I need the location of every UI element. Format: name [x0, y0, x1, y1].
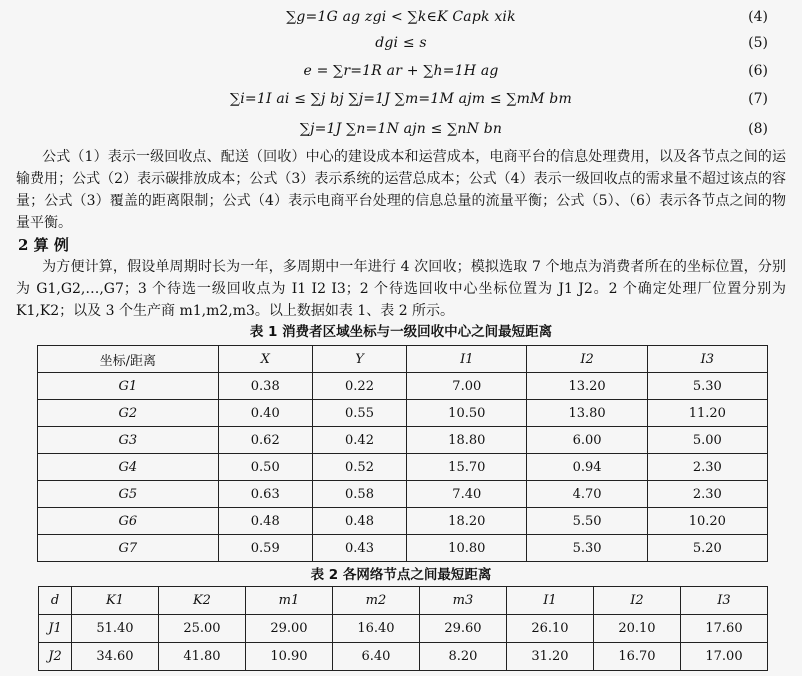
table1-cell: 5.00	[647, 427, 767, 454]
table1-cell: G6	[38, 508, 219, 535]
table2-header-cell: K2	[158, 587, 245, 615]
table1-header-cell: X	[218, 346, 312, 373]
table2-header-cell: I3	[680, 587, 767, 615]
example-text: 为方便计算，假设单周期时长为一年，多周期中一年进行 4 次回收；模拟选取 7 个地点为消费者所在的坐标位置，分别为 G1,G2,…,G7；3 个待选一级回收点为 I1 I2 I3；2 个待选回收中心坐标位置为 J1 J2。2 个确定处理厂位置分别为 K1,K2；以及 3 个生产商 m1,m2,m3。以上数据如表 1、表 2 所示。	[16, 259, 786, 319]
table1-cell: G1	[38, 373, 219, 400]
equation-8-number: (8)	[748, 121, 768, 137]
table1-cell: 0.40	[218, 400, 312, 427]
table2-header-cell: K1	[71, 587, 158, 615]
equation-7-number: (7)	[748, 91, 768, 107]
equation-5	[0, 32, 802, 54]
table1-cell: 0.55	[312, 400, 406, 427]
equation-8-expr: ∑j=1J ∑n=1N ajn ≤ ∑nN bn	[299, 121, 503, 137]
table1-cell: 5.30	[647, 373, 767, 400]
table2-cell: 6.40	[332, 643, 419, 671]
table1-cell: 0.48	[312, 508, 406, 535]
equation-4	[0, 6, 802, 28]
table1-cell: 7.40	[407, 481, 527, 508]
equation-6	[0, 60, 802, 82]
table2-header-cell: I1	[506, 587, 593, 615]
table1-caption: 表 1 消费者区域坐标与一级回收中心之间最短距离	[249, 324, 553, 340]
table1-row	[38, 454, 768, 481]
table2-header-row	[39, 587, 768, 615]
table1-header-cell: 坐标/距离	[38, 346, 219, 373]
table1-row	[38, 481, 768, 508]
table2-row	[39, 615, 768, 643]
equation-6-number: (6)	[748, 63, 768, 79]
equation-7-expr: ∑i=1I ai ≤ ∑j bj ∑j=1J ∑m=1M ajm ≤ ∑mM bm	[230, 91, 572, 107]
table1-row	[38, 427, 768, 454]
table1-cell: 2.30	[647, 454, 767, 481]
table1-cell: 7.00	[407, 373, 527, 400]
table1-row	[38, 535, 768, 562]
table2-cell: 31.20	[506, 643, 593, 671]
table1-cell: 0.38	[218, 373, 312, 400]
equation-8	[0, 118, 802, 140]
example-paragraph	[16, 256, 786, 322]
table2-cell: 8.20	[419, 643, 506, 671]
table1-cell: 0.52	[312, 454, 406, 481]
table2-cell: 10.90	[245, 643, 332, 671]
table1-cell: 0.43	[312, 535, 406, 562]
table1-cell: 5.30	[527, 535, 647, 562]
equation-5-number: (5)	[748, 35, 768, 51]
table1-cell: 5.50	[527, 508, 647, 535]
table2-cell: J1	[39, 615, 72, 643]
table2-cell: 51.40	[71, 615, 158, 643]
table1-cell: 5.20	[647, 535, 767, 562]
table1-cell: G7	[38, 535, 219, 562]
table1-body	[38, 373, 768, 562]
table1-header-cell: I3	[647, 346, 767, 373]
formula-explanation-text: 公式（1）表示一级回收点、配送（回收）中心的建设成本和运营成本，电商平台的信息处理费用，以及各节点之间的运输费用；公式（2）表示碳排放成本；公式（3）表示系统的运营总成本；公式（4）表示一级回收点的需求量不超过该点的容量；公式（3）覆盖的距离限制；公式（4）表示电商平台处理的信息总量的流量平衡；公式（5）、（6）表示各节点之间的物量平衡。	[16, 149, 786, 231]
table2-cell: 26.10	[506, 615, 593, 643]
table2-cell: 25.00	[158, 615, 245, 643]
table1-row	[38, 400, 768, 427]
table1-header-cell: I1	[407, 346, 527, 373]
table1-cell: 18.80	[407, 427, 527, 454]
table2-cell: 41.80	[158, 643, 245, 671]
table2-header-cell: I2	[593, 587, 680, 615]
table1-cell: 10.20	[647, 508, 767, 535]
table1-cell: 0.48	[218, 508, 312, 535]
table1-cell: 10.50	[407, 400, 527, 427]
table1-cell: G5	[38, 481, 219, 508]
table2-cell: 16.70	[593, 643, 680, 671]
table1-cell: 13.80	[527, 400, 647, 427]
equation-4-number: (4)	[748, 9, 768, 25]
table2	[38, 586, 768, 671]
table1-cell: 0.94	[527, 454, 647, 481]
table1-cell: 0.22	[312, 373, 406, 400]
table1-header-cell: I2	[527, 346, 647, 373]
table1-cell: 2.30	[647, 481, 767, 508]
table2-header-cell: m1	[245, 587, 332, 615]
section-heading: 2 算 例	[18, 236, 69, 254]
table1-cell: 0.50	[218, 454, 312, 481]
table1-header-row	[38, 346, 768, 373]
table1-row	[38, 508, 768, 535]
table1-cell: G2	[38, 400, 219, 427]
table1-cell: 10.80	[407, 535, 527, 562]
equation-6-expr: e = ∑r=1R ar + ∑h=1H ag	[303, 63, 499, 79]
table1-cell: 0.62	[218, 427, 312, 454]
table2-cell: 34.60	[71, 643, 158, 671]
table2-header-cell: m3	[419, 587, 506, 615]
table2-cell: 17.00	[680, 643, 767, 671]
table1-cell: G3	[38, 427, 219, 454]
table1-cell: 4.70	[527, 481, 647, 508]
equation-4-expr: ∑g=1G ag zgi < ∑k∈K Capk xik	[286, 9, 516, 25]
table1-cell: G4	[38, 454, 219, 481]
table1-cell: 13.20	[527, 373, 647, 400]
table1	[37, 345, 768, 562]
table1-cell: 0.59	[218, 535, 312, 562]
table1-cell: 0.42	[312, 427, 406, 454]
table1-cell: 0.63	[218, 481, 312, 508]
table2-cell: 29.00	[245, 615, 332, 643]
table1-cell: 18.20	[407, 508, 527, 535]
table2-row	[39, 643, 768, 671]
table2-cell: 29.60	[419, 615, 506, 643]
formula-explanation-paragraph	[16, 146, 786, 234]
table1-cell: 0.58	[312, 481, 406, 508]
table2-header-cell: m2	[332, 587, 419, 615]
table1-cell: 15.70	[407, 454, 527, 481]
equation-7	[0, 88, 802, 110]
table2-cell: 17.60	[680, 615, 767, 643]
table2-cell: 20.10	[593, 615, 680, 643]
table1-cell: 11.20	[647, 400, 767, 427]
equation-5-expr: dgi ≤ s	[375, 35, 427, 51]
table2-cell: 16.40	[332, 615, 419, 643]
table1-header-cell: Y	[312, 346, 406, 373]
table2-body	[39, 615, 768, 671]
table2-header-cell: d	[39, 587, 72, 615]
table1-cell: 6.00	[527, 427, 647, 454]
table2-cell: J2	[39, 643, 72, 671]
table1-row	[38, 373, 768, 400]
table2-caption: 表 2 各网络节点之间最短距离	[310, 567, 492, 583]
